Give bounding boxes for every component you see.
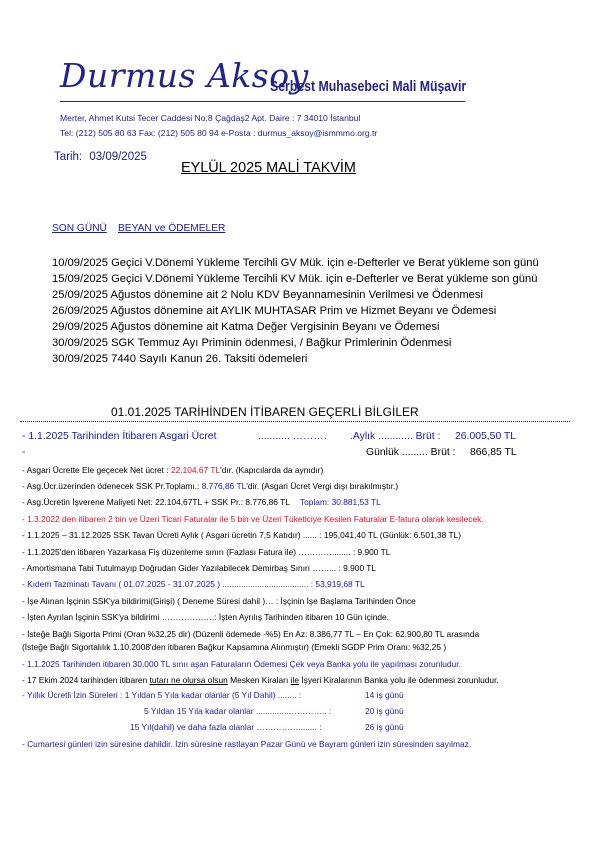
- min-wage-label: - 1.1.2025 Tarihinden İtibaren Asgari Ücret: [22, 431, 217, 442]
- net-wage-line: [22, 465, 323, 475]
- letterhead-profession: Serbest Muhasebeci Mali Müşavir: [270, 78, 467, 95]
- daily-gross-value: 866,85 TL: [470, 447, 517, 458]
- leave-row-3-label: 15 Yıl(dahil) ve daha fazla olanlar ……………........ :: [130, 722, 322, 732]
- voluntary-insurance-note: (İsteğe Bağlı Sigortalılık 1.10.2008'den itibaren Bağkur Kapsamına Alınmıştır) (Emekli SGDP Prim Oranı: %32,25 ): [22, 642, 447, 652]
- leave-row-3-value: 26 iş günü: [365, 722, 404, 732]
- page-title: EYLÜL 2025 MALİ TAKVİM: [181, 160, 356, 176]
- saturday-note: - Cumartesi günleri izin süresine dahildir. İzin süresine rastlayan Pazar Günü ve Bayram günleri izin süresinden sayılmaz.: [22, 739, 472, 749]
- dash-bullet: -: [22, 447, 26, 458]
- employer-cost-line: [22, 497, 381, 507]
- calendar-row: 30/09/2025 7440 Sayılı Kanun 26. Taksiti ödemeleri: [52, 353, 308, 365]
- efatura-note: - 1.3.2022 den itibaren 2 bin ve Üzeri Ticari Faturalar ile 5 bin ve Üzeri Tüketiciye Kesilen Faturalar E-fatura olarak kesilecek.: [22, 514, 484, 524]
- sgk-premium-note: 'dir. (Asgari Ücret Vergi dışı bırakılmıştır.): [246, 481, 399, 491]
- depreciation-limit: - Amortismana Tabi Tutulmayıp Doğrudan Gider Yazılabilecek Demirbaş Sınırı ……... : 9.900 TL: [22, 563, 377, 573]
- exit-notification: - İşten Ayrılan İşçinin SSK'ya bildirimi ……………….: İşten Ayrılış Tarihinden itibaren 10 Gün içinde.: [22, 612, 389, 622]
- employer-cost-total: Toplam: 30.881,53 TL: [299, 497, 381, 507]
- receipt-limit: - 1.1.2025'den itibaren Yazarkasa Fiş düzenleme sınırı (Fazlası Fatura ile) …………........ : 9.900 TL: [22, 547, 391, 557]
- calendar-row: 26/09/2025 Ağustos dönemine ait AYLIK MUHTASAR Prim ve Hizmet Beyanı ve Ödemesi: [52, 305, 497, 317]
- rent-payment-note: [22, 675, 499, 685]
- calendar-header-desc: BEYAN ve ÖDEMELER: [118, 223, 226, 234]
- employer-cost-text: - Asg.Ücretin İşverene Maliyeti Net: 22.104,67TL + SSK Pr.: 8.776,86 TL: [22, 497, 290, 507]
- leave-row-1-label: - Yıllık Ücretli İzin Süreleri : 1 Yıldan 5 Yıla kadar olanlar (5 Yıl Dahil) ........ :: [22, 690, 302, 700]
- section-divider: [20, 421, 570, 422]
- monthly-gross-value: 26.005,50 TL: [455, 431, 517, 442]
- leave-row-2-value: 20 iş günü: [365, 706, 404, 716]
- letterhead-rule: [60, 101, 465, 102]
- min-wage-dots: ........... ……….: [258, 431, 327, 442]
- rent-note-end: İşyeri Kiralarının Banka yolu ile ödenmesi zorunludur.: [299, 675, 499, 685]
- ssk-ceiling: - 1.1.2025 – 31.12.2025 SSK Tavan Ücreti Aylık ( Asgari ücretin 7,5 Katıdır) ...... : 195,041,40 TL (Günlük: 6.501,38 TL): [22, 530, 462, 540]
- letterhead-contact: Tel: (212) 505 80 63 Fax: (212) 505 80 94 e-Posta : durmus_aksoy@ismmmo.org.tr: [60, 128, 378, 138]
- voluntary-insurance: - İsteğe Bağlı Sigorta Primi (Oran %32,25 dir) (Düzenli ödemede -%5) En Az: 8.386,77 TL – En Çok: 62.900,80 TL arasında: [22, 629, 480, 639]
- rent-note-mid: Mesken Kiraları: [227, 675, 291, 685]
- letterhead-address: Merter, Ahmet Kutsi Tecer Caddesi No:8 Çağdaş2 Apt. Daire : 7 34010 İstanbul: [60, 113, 361, 123]
- leave-row-2-label: 5 Yıldan 15 Yıla kadar olanlar ..............………….. :: [144, 706, 332, 716]
- calendar-row: 30/09/2025 SGK Temmuz Ayı Priminin ödenmesi, / Bağkur Primlerinin Ödenmesi: [52, 337, 452, 349]
- net-wage-value: 22.104,67 TL: [170, 465, 221, 475]
- info-heading: 01.01.2025 TARİHİNDEN İTİBAREN GEÇERLİ BİLGİLER: [111, 405, 419, 419]
- date-value: 03/09/2025: [89, 151, 147, 163]
- calendar-row: 15/09/2025 Geçici V.Dönemi Yükleme Tercihli KV Mük. için e-Defterler ve Berat yükleme son günü: [52, 273, 538, 285]
- bank-payment-note: - 1.1.2025 Tarihinden itibaren 30.000 TL sınıı aşan Faturaların Ödemesi Çek veya Banka yolu ile yapılması zorunludur.: [22, 659, 461, 669]
- date-line: [54, 151, 147, 163]
- rent-note-underlined: tutarı ne olursa olsun: [149, 675, 228, 685]
- hire-notification: - İşe Alınan İşçinin SSK'ya bildirimi(Girişi) ( Deneme Süresi dahil )… : İşçinin İşe Başlama Tarihinden Önce: [22, 596, 416, 606]
- leave-row-1-value: 14 iş günü: [365, 690, 404, 700]
- daily-gross-label: Günlük ......... Brüt :: [366, 447, 456, 458]
- sgk-premium-line: [22, 481, 398, 491]
- date-label: Tarih:: [54, 151, 83, 163]
- net-wage-note: 'dır. (Kapıcılarda da aynıdır): [220, 465, 324, 475]
- severance-cap: - Kıdem Tazminatı Tavanı ( 01.07.2025 - 31.07.2025 ) ..................................... : 53,919,68 TL: [22, 579, 365, 589]
- letterhead-name: Durmus Aksoy: [60, 56, 309, 95]
- sgk-premium-text: - Asg.Ücr.üzerinden ödenecek SSK Pr.Toplamı.:: [22, 481, 202, 491]
- rent-note-start: - 17 Ekim 2024 tarihinden itibaren: [22, 675, 150, 685]
- sgk-premium-value: 8.776,86 TL: [201, 481, 247, 491]
- net-wage-text: - Asgari Ücrette Ele geçecek Net ücret :: [22, 465, 171, 475]
- calendar-header-date: SON GÜNÜ: [52, 223, 107, 234]
- calendar-row: 10/09/2025 Geçici V.Dönemi Yükleme Tercihli GV Mük. için e-Defterler ve Berat yükleme son günü: [52, 257, 539, 269]
- calendar-row: 25/09/2025 Ağustos dönemine ait 2 Nolu KDV Beyannamesinin Verilmesi ve Ödenmesi: [52, 289, 483, 301]
- rent-note-underlined-2: ile: [290, 675, 300, 685]
- calendar-row: 29/09/2025 Ağustos dönemine ait Katma Değer Vergisinin Beyanı ve Ödemesi: [52, 321, 440, 333]
- monthly-gross-label: .Aylık ............ Brüt :: [350, 431, 441, 442]
